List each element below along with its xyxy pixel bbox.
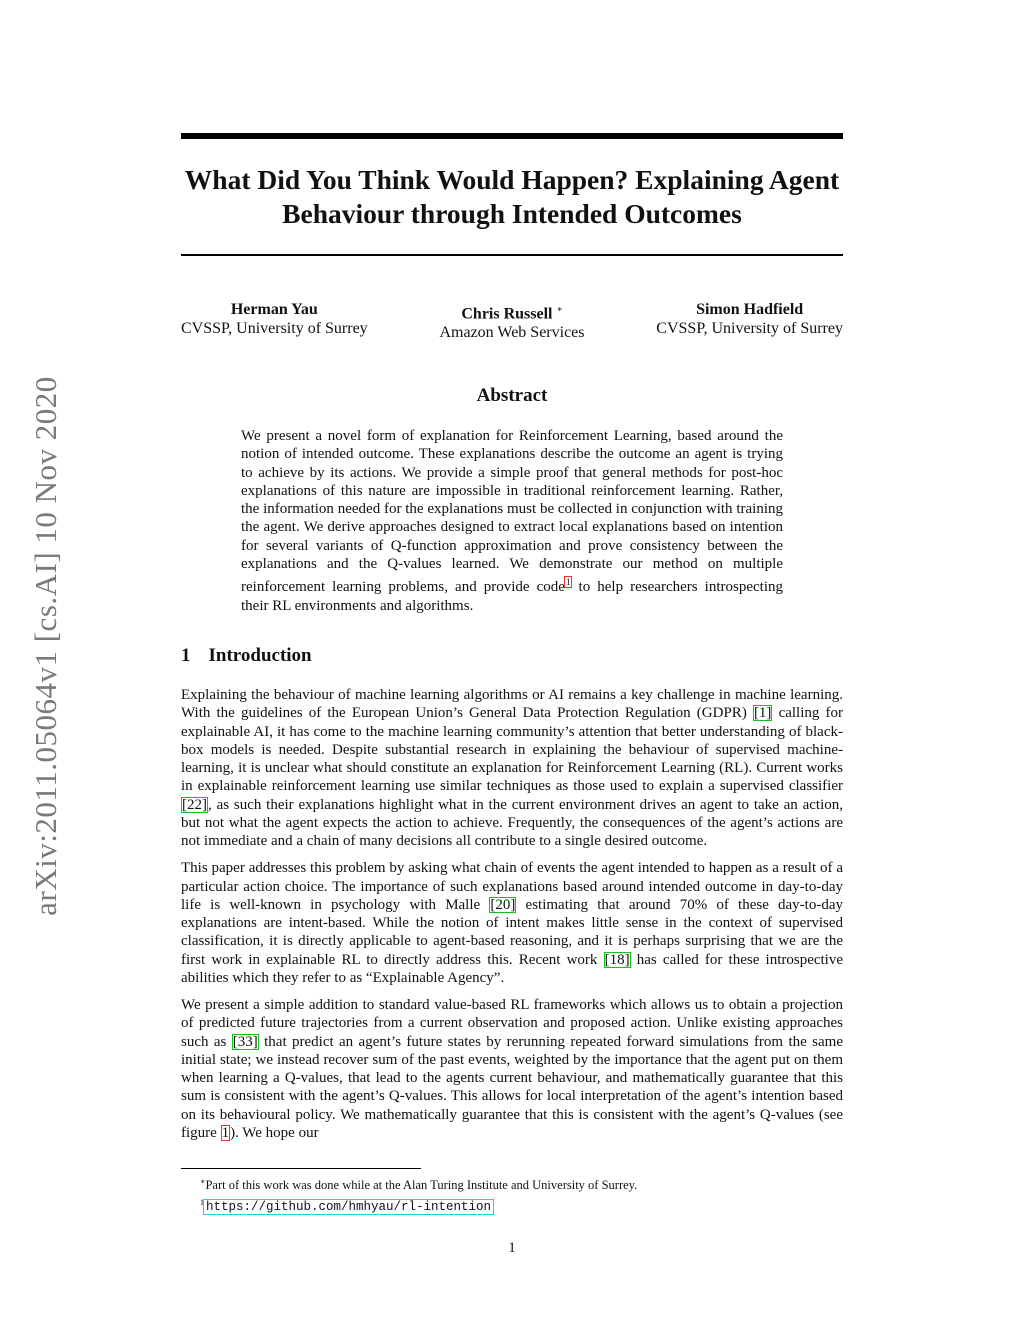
abstract-body: We present a novel form of explanation for Reinforcement Learning, based around the notion of intended outcome. These explanations describe the outcome an agent is trying to achieve by its actions. We provide a simple proof that general methods for post-hoc explanations of this nature are impossible in traditional reinforcement learning. Rather, the information needed for the explanations must be collected in conjunction with training the agent. We derive approaches designed to extract local explanations based on intention for several variants of Q-function approximation and prove consistency between the explanations and the Q-values learned. We demonstrate our method on multiple reinforcement learning problems, and provide code (241, 428, 783, 596)
citation-link[interactable]: [20] (490, 896, 516, 913)
paragraph-text: that predict an agent’s future states by rerunning repeated forward simulations from the same initial state; we instead recover sum of the past events, weighted by the importance that the agent put on them when learning a Q-values, that lead to the agents current behaviour, and mathematically guarantee that this sum is consistent with the agent’s Q-values. This allows for local interpretation of the agent’s intention based on its behavioural policy. We mathematically guarantee that this is consistent with the agent’s Q-values (see figure (181, 1033, 843, 1141)
footnote (200, 1173, 637, 1194)
paragraph (181, 996, 843, 1142)
code-url-link[interactable]: https://github.com/hmhyau/rl-intention (206, 1200, 492, 1215)
abstract-text (241, 427, 783, 615)
paragraph-text: ). We hope our (230, 1124, 319, 1141)
citation-link[interactable]: [1] (753, 705, 772, 722)
author-name: Chris Russell (461, 305, 553, 323)
page-number: 1 (508, 1240, 516, 1256)
citation-link[interactable]: [22] (182, 796, 207, 813)
author-name: Simon Hadfield (696, 301, 804, 318)
paragraph (181, 859, 843, 987)
author-1 (181, 300, 368, 342)
paragraph-text: has called for these introspective abilities which they refer to as “Explainable Agency”. (181, 951, 844, 986)
footnote-mark: 1 (200, 1198, 204, 1208)
paragraph-text: estimating that around 70% of these day-to-day explanations are intent-based. While the notion of intent makes little sense in the context of supervised classification, it is directly applicable to agent-based reasoning, and it is perhaps surprising that we are the first work in explainable RL to directly address this. Recent work (181, 896, 843, 968)
arxiv-identifier: arXiv:2011.05064v1 [cs.AI] 10 Nov 2020 (28, 376, 63, 916)
author-affiliation: Amazon Web Services (439, 324, 585, 342)
abstract-heading: Abstract (476, 385, 548, 406)
author-footnote-mark[interactable]: ∗ (556, 304, 563, 314)
author-affiliation: CVSSP, University of Surrey (656, 320, 843, 337)
paragraph (181, 686, 843, 850)
paragraph-text: Explaining the behaviour of machine learning algorithms or AI remains a key challenge in machine learning. With the guidelines of the European Union’s General Data Protection Regulation (GDPR) (181, 687, 843, 722)
footnote (200, 1194, 637, 1216)
footnote-rule (181, 1168, 421, 1169)
author-affiliation: CVSSP, University of Surrey (181, 320, 368, 337)
abstract-body-end: to help researchers introspecting their RL environments and algorithms. (241, 579, 783, 614)
author-block (181, 300, 843, 342)
author-3 (656, 300, 843, 342)
section-heading (181, 645, 312, 667)
citation-link[interactable]: [18] (604, 951, 630, 968)
paragraph-text: , as such their explanations highlight what in the current environment drives an agent to take an action, but not what the agent expects the action to achieve. Frequently, the consequences of the agent’s actions are not immediate and a chain of many decisions all contribute to a single desired outcome. (181, 796, 843, 849)
paragraph-text: We present a simple addition to standard value-based RL frameworks which allows us to obtain a projection of predicted future trajectories from a current observation and proposed action. Unlike existing approaches such as (181, 997, 843, 1050)
footnotes (200, 1173, 637, 1216)
paragraph-text: calling for explainable AI, it has come to the machine learning community’s attention that better understanding of black-box models is needed. Despite substantial research in explaining the behaviour of supervised machine-learning, it is unclear what should constitute an explanation for Reinforcement Learning (RL). Current works in explainable reinforcement learning use similar techniques as those used to explain a supervised classifier (181, 705, 843, 795)
body-text (181, 686, 843, 1151)
footnote-mark: ∗ (200, 1177, 206, 1186)
title-top-rule (181, 133, 843, 139)
author-name: Herman Yau (230, 301, 318, 318)
footnote-link[interactable]: 1 (565, 577, 571, 588)
paragraph-text: This paper addresses this problem by asking what chain of events the agent intended to happen as a result of a particular action choice. The importance of such explanations based around intended outcome in day-to-day life is well-known in psychology with Malle (181, 860, 843, 913)
title-bottom-rule (181, 254, 843, 256)
author-2 (439, 300, 584, 342)
section-title: Introduction (208, 645, 312, 666)
paper-title: What Did You Think Would Happen? Explaining Agent Behaviour through Intended Outcomes (184, 164, 840, 229)
footnote-text: Part of this work was done while at the Alan Turing Institute and University of Surrey. (205, 1178, 638, 1193)
figure-link[interactable]: 1 (221, 1124, 230, 1141)
section-number: 1 (181, 645, 191, 666)
citation-link[interactable]: [33] (232, 1033, 258, 1050)
